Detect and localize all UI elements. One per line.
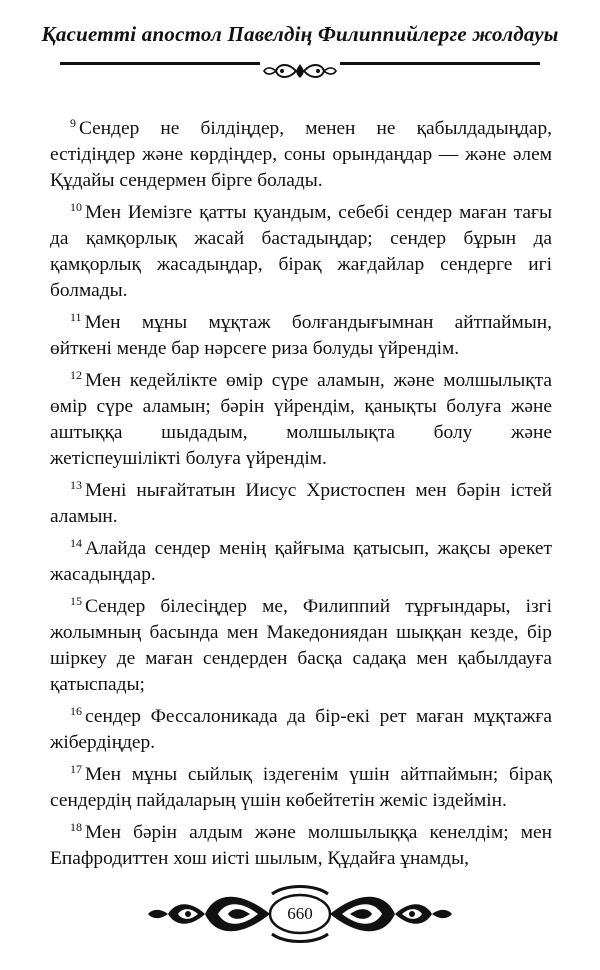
verse-16 — [50, 704, 552, 756]
verse-number: 10 — [70, 200, 82, 214]
verse-text: Мен мұны сыйлық іздегенім үшін айтпаймын; бірақ сендердің пайдаларың үшін көбейтетін жеміс іздеймін. — [50, 764, 552, 811]
verse-number: 13 — [70, 478, 82, 492]
verse-text: Мен бәрін алдым және молшылыққа кенелдім; мен Епафродиттен хош иісті шылым, Құдайға ұнамды, — [50, 822, 552, 869]
verse-text: Мен Иемізге қатты қуандым, себебі сендер маған тағы да қамқорлық жасай бастадыңдар; сендер бұрын да қамқорлық жасадыңдар, бірақ жағдайлар сендерге игі болмады. — [50, 202, 552, 301]
page-title: Қасиетті апостол Павелдің Филиппийлерге жолдауы — [41, 22, 559, 46]
verse-number: 12 — [70, 368, 82, 382]
verse-number: 14 — [70, 536, 82, 550]
verse-text: Мен кедейлікте өмір сүре аламын, және молшылықта өмір сүре аламын; бәрін үйрендім, қанықты болуға және аштыққа шыдадым, молшылықта болу және жетіспеушілікті болуға үйрендім. — [50, 370, 552, 469]
verse-12 — [50, 368, 552, 472]
verse-number: 17 — [70, 762, 82, 776]
verse-number: 11 — [70, 310, 82, 324]
verse-number: 18 — [70, 820, 82, 834]
verse-17 — [50, 762, 552, 814]
verse-text: Мені нығайтатын Иисус Христоспен мен бәрін істей аламын. — [50, 480, 552, 527]
verse-text: сендер Фессалоникада да бір-екі рет маған мұқтажға жібердіңдер. — [50, 706, 552, 753]
verse-14 — [50, 536, 552, 588]
verse-number: 15 — [70, 594, 82, 608]
verse-10 — [50, 200, 552, 304]
scripture-text — [50, 116, 552, 878]
verse-text: Сендер не білдіңдер, менен не қабылдадыңдар, естідіңдер және көрдіңдер, соны орындаңдар — және әлем Құдайы сендермен бірге болады. — [50, 118, 552, 191]
verse-11 — [50, 310, 552, 362]
verse-text: Сендер білесіңдер ме, Филиппий тұрғындары, ізгі жолымның басында мен Македониядан шыққан кезде, бір шіркеу де маған сендерден басқа садақа мен қабылдауға қатыспады; — [50, 596, 552, 695]
verse-text: Алайда сендер менің қайғыма қатысып, жақсы әрекет жасадыңдар. — [50, 538, 552, 585]
verse-13 — [50, 478, 552, 530]
verse-9 — [50, 116, 552, 194]
verse-text: Мен мұны мұқтаж болғандығымнан айтпаймын, өйткені менде бар нәрсеге риза болуды үйрендім. — [50, 312, 552, 359]
page-number: 660 — [287, 904, 313, 923]
verse-number: 16 — [70, 704, 82, 718]
verse-number: 9 — [70, 116, 76, 130]
verse-15 — [50, 594, 552, 698]
verse-18 — [50, 820, 552, 872]
header-ornament-icon — [260, 58, 340, 84]
